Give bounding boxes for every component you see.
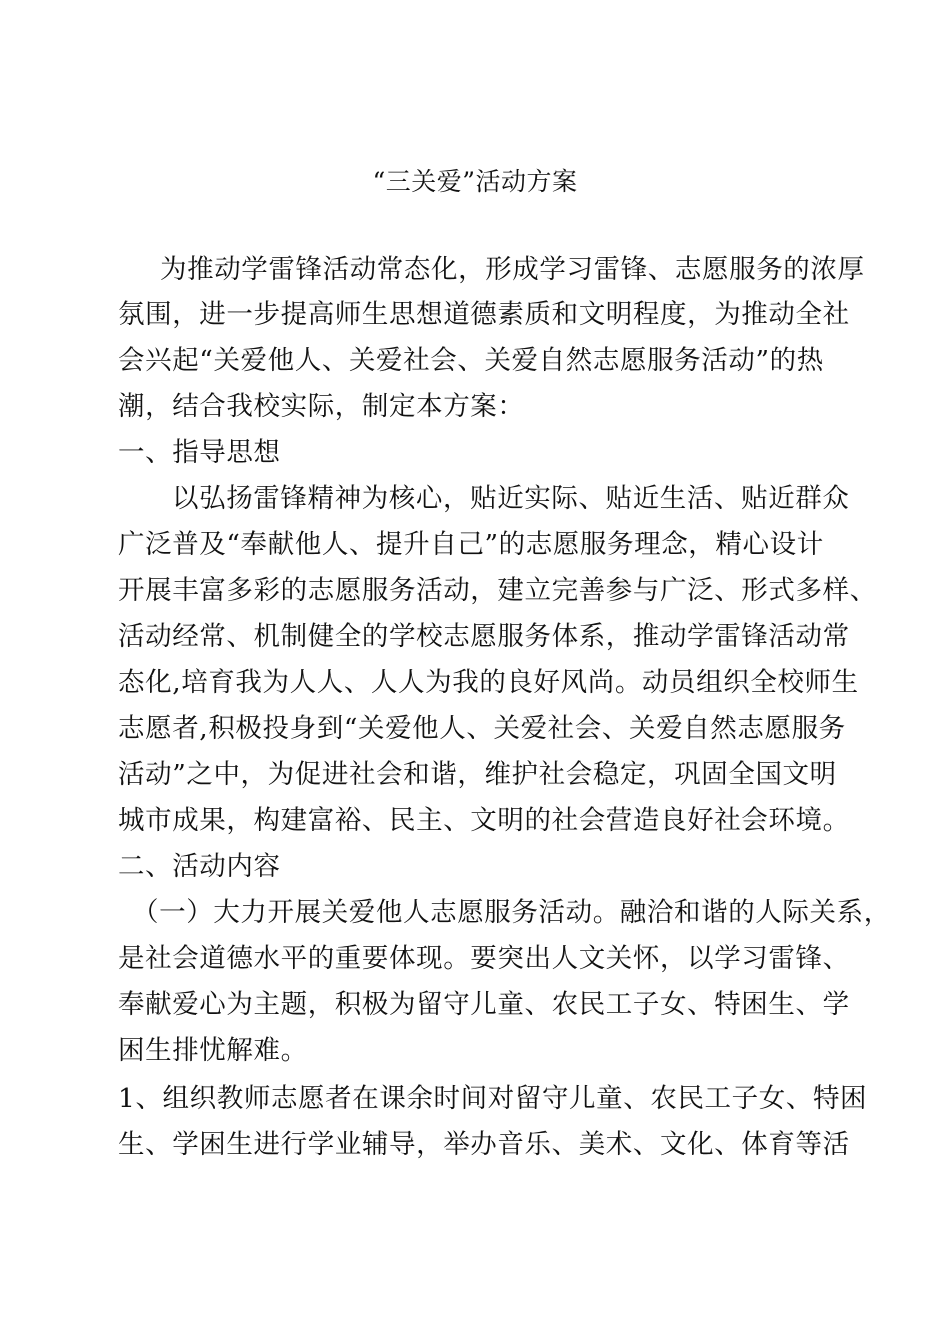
- paragraph-line: 城市成果，构建富裕、民主、文明的社会营造良好社会环境。: [118, 805, 850, 836]
- paragraph-line: 广泛普及“奉献他人、提升自己”的志愿服务理念，精心设计: [118, 529, 824, 560]
- paragraph-line: 开展丰富多彩的志愿服务活动，建立完善参与广泛、形式多样、: [118, 575, 877, 606]
- document-title: “三关爱”活动方案: [372, 167, 578, 196]
- paragraph-line: 氛围，进一步提高师生思想道德素质和文明程度，为推动全社: [118, 299, 850, 330]
- paragraph-line: 活动”之中，为促进社会和谐，维护社会稳定，巩固全国文明: [118, 759, 837, 790]
- paragraph-line: 生、学困生进行学业辅导，举办音乐、美术、文化、体育等活: [118, 1129, 850, 1160]
- paragraph-line: 志愿者,积极投身到“关爱他人、关爱社会、关爱自然志愿服务: [118, 713, 846, 744]
- paragraph-line: 困生排忧解难。: [118, 1035, 308, 1066]
- paragraph-line: 活动经常、机制健全的学校志愿服务体系，推动学雷锋活动常: [118, 621, 850, 652]
- paragraph-line: 以弘扬雷锋精神为核心，贴近实际、贴近生活、贴近群众: [172, 483, 850, 514]
- paragraph-line: 为推动学雷锋活动常态化，形成学习雷锋、志愿服务的浓厚: [160, 254, 865, 285]
- paragraph-line: 态化,培育我为人人、人人为我的良好风尚。动员组织全校师生: [118, 667, 859, 698]
- paragraph-line: （一）大力开展关爱他人志愿服务活动。融洽和谐的人际关系，: [132, 897, 891, 928]
- section-heading: 一、指导思想: [118, 437, 281, 468]
- paragraph-line: 是社会道德水平的重要体现。要突出人文关怀，以学习雷锋、: [118, 943, 850, 974]
- paragraph-line: 奉献爱心为主题，积极为留守儿童、农民工子女、特困生、学: [118, 989, 850, 1020]
- section-heading: 二、活动内容: [118, 851, 281, 882]
- paragraph-line: 1、组织教师志愿者在课余时间对留守儿童、农民工子女、特困: [118, 1083, 868, 1114]
- paragraph-line: 会兴起“关爱他人、关爱社会、关爱自然志愿服务活动”的热: [118, 345, 824, 376]
- paragraph-line: 潮，结合我校实际，制定本方案：: [118, 391, 525, 422]
